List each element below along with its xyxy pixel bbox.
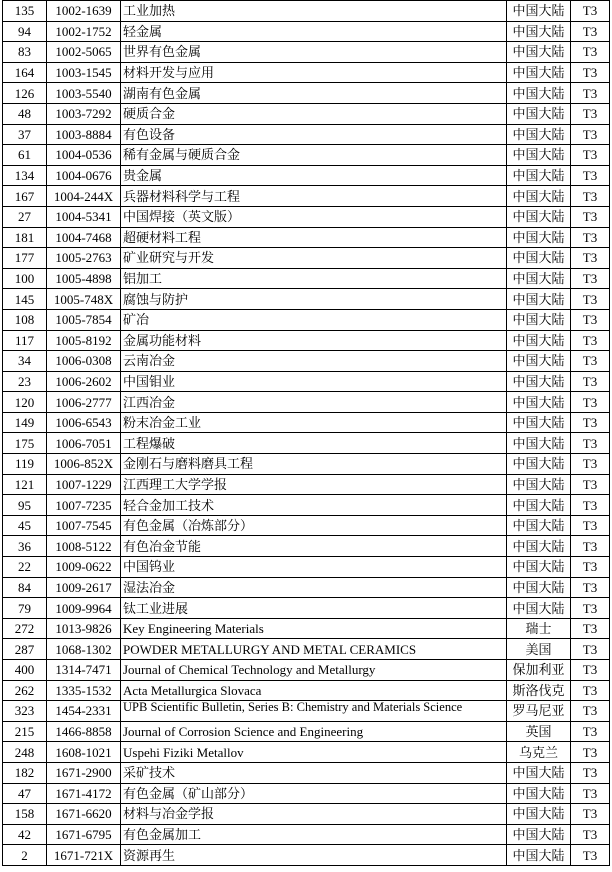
table-row [3,62,610,83]
rank-cell: 182 [3,762,47,783]
tier-cell: T3 [571,412,610,433]
tier-cell: T3 [571,62,610,83]
tier-cell: T3 [571,248,610,269]
journal-table-body [3,1,610,866]
region-cell: 中国大陆 [507,804,571,825]
table-row [3,42,610,63]
journal-name-cell: 江西冶金 [121,392,507,413]
rank-cell: 119 [3,454,47,475]
tier-cell: T3 [571,83,610,104]
issn-cell: 1006-7051 [47,433,121,454]
table-row [3,845,610,866]
region-cell: 中国大陆 [507,557,571,578]
rank-cell: 94 [3,21,47,42]
rank-cell: 36 [3,536,47,557]
rank-cell: 248 [3,742,47,763]
journal-name-cell: 贵金属 [121,165,507,186]
issn-cell: 1006-6543 [47,412,121,433]
table-row [3,660,610,681]
rank-cell: 95 [3,495,47,516]
region-cell: 英国 [507,721,571,742]
journal-name-cell: 稀有金属与硬质合金 [121,145,507,166]
journal-name-cell: Uspehi Fiziki Metallov [121,742,507,763]
region-cell: 中国大陆 [507,433,571,454]
tier-cell: T3 [571,351,610,372]
table-row [3,392,610,413]
table-row [3,103,610,124]
rank-cell: 272 [3,618,47,639]
rank-cell: 47 [3,783,47,804]
journal-name-cell: 矿冶 [121,309,507,330]
issn-cell: 1007-7545 [47,515,121,536]
rank-cell: 45 [3,515,47,536]
issn-cell: 1466-8858 [47,721,121,742]
table-row [3,598,610,619]
rank-cell: 167 [3,186,47,207]
tier-cell: T3 [571,515,610,536]
tier-cell: T3 [571,804,610,825]
rank-cell: 2 [3,845,47,866]
issn-cell: 1003-7292 [47,103,121,124]
tier-cell: T3 [571,454,610,475]
issn-cell: 1007-7235 [47,495,121,516]
tier-cell: T3 [571,268,610,289]
journal-name-cell: 粉末冶金工业 [121,412,507,433]
issn-cell: 1314-7471 [47,660,121,681]
rank-cell: 126 [3,83,47,104]
journal-name-cell: 有色设备 [121,124,507,145]
issn-cell: 1007-1229 [47,474,121,495]
issn-cell: 1005-2763 [47,248,121,269]
tier-cell: T3 [571,660,610,681]
table-row [3,206,610,227]
table-row [3,268,610,289]
rank-cell: 134 [3,165,47,186]
region-cell: 中国大陆 [507,206,571,227]
journal-name-cell: Acta Metallurgica Slovaca [121,680,507,701]
table-row [3,186,610,207]
issn-cell: 1003-1545 [47,62,121,83]
tier-cell: T3 [571,536,610,557]
tier-cell: T3 [571,701,610,722]
table-row [3,824,610,845]
issn-cell: 1671-2900 [47,762,121,783]
table-row [3,762,610,783]
table-row [3,639,610,660]
table-row [3,289,610,310]
table-row [3,515,610,536]
table-row [3,1,610,22]
journal-name-cell: UPB Scientific Bulletin, Series B: Chemistry and Materials Science [121,701,507,722]
journal-name-cell: 湿法冶金 [121,577,507,598]
rank-cell: 42 [3,824,47,845]
rank-cell: 164 [3,62,47,83]
table-row [3,21,610,42]
issn-cell: 1006-2777 [47,392,121,413]
rank-cell: 61 [3,145,47,166]
journal-name-cell: 有色金属（冶炼部分） [121,515,507,536]
rank-cell: 37 [3,124,47,145]
journal-name-cell: 工业加热 [121,1,507,22]
journal-name-cell: 硬质合金 [121,103,507,124]
table-row [3,433,610,454]
region-cell: 中国大陆 [507,412,571,433]
issn-cell: 1004-5341 [47,206,121,227]
region-cell: 中国大陆 [507,83,571,104]
rank-cell: 108 [3,309,47,330]
tier-cell: T3 [571,721,610,742]
rank-cell: 23 [3,371,47,392]
journal-name-cell: 资源再生 [121,845,507,866]
table-row [3,701,610,722]
journal-name-cell: Key Engineering Materials [121,618,507,639]
issn-cell: 1009-9964 [47,598,121,619]
tier-cell: T3 [571,165,610,186]
issn-cell: 1006-852X [47,454,121,475]
issn-cell: 1008-5122 [47,536,121,557]
region-cell: 斯洛伐克 [507,680,571,701]
journal-name-cell: 有色金属加工 [121,824,507,845]
region-cell: 中国大陆 [507,598,571,619]
issn-cell: 1004-0676 [47,165,121,186]
journal-name-cell: 轻合金加工技术 [121,495,507,516]
tier-cell: T3 [571,289,610,310]
table-row [3,474,610,495]
rank-cell: 100 [3,268,47,289]
rank-cell: 158 [3,804,47,825]
issn-cell: 1608-1021 [47,742,121,763]
region-cell: 中国大陆 [507,42,571,63]
region-cell: 罗马尼亚 [507,701,571,722]
journal-name-cell: 中国焊接（英文版） [121,206,507,227]
table-row [3,783,610,804]
tier-cell: T3 [571,371,610,392]
issn-cell: 1671-6620 [47,804,121,825]
rank-cell: 400 [3,660,47,681]
journal-name-cell: 腐蚀与防护 [121,289,507,310]
tier-cell: T3 [571,330,610,351]
journal-name-cell: 矿业研究与开发 [121,248,507,269]
rank-cell: 323 [3,701,47,722]
issn-cell: 1002-1752 [47,21,121,42]
rank-cell: 34 [3,351,47,372]
issn-cell: 1004-7468 [47,227,121,248]
rank-cell: 27 [3,206,47,227]
rank-cell: 48 [3,103,47,124]
region-cell: 中国大陆 [507,186,571,207]
issn-cell: 1009-2617 [47,577,121,598]
table-row [3,309,610,330]
region-cell: 中国大陆 [507,577,571,598]
tier-cell: T3 [571,206,610,227]
region-cell: 中国大陆 [507,371,571,392]
rank-cell: 121 [3,474,47,495]
region-cell: 中国大陆 [507,495,571,516]
tier-cell: T3 [571,124,610,145]
issn-cell: 1005-4898 [47,268,121,289]
region-cell: 中国大陆 [507,474,571,495]
tier-cell: T3 [571,783,610,804]
tier-cell: T3 [571,618,610,639]
tier-cell: T3 [571,392,610,413]
region-cell: 中国大陆 [507,268,571,289]
region-cell: 瑞士 [507,618,571,639]
region-cell: 乌克兰 [507,742,571,763]
journal-name-cell: 采矿技术 [121,762,507,783]
table-row [3,227,610,248]
issn-cell: 1671-721X [47,845,121,866]
rank-cell: 83 [3,42,47,63]
issn-cell: 1004-244X [47,186,121,207]
issn-cell: 1671-6795 [47,824,121,845]
region-cell: 美国 [507,639,571,660]
region-cell: 中国大陆 [507,762,571,783]
issn-cell: 1013-9826 [47,618,121,639]
table-row [3,804,610,825]
issn-cell: 1006-2602 [47,371,121,392]
region-cell: 中国大陆 [507,62,571,83]
region-cell: 中国大陆 [507,351,571,372]
journal-name-cell: 铝加工 [121,268,507,289]
table-row [3,165,610,186]
issn-cell: 1335-1532 [47,680,121,701]
rank-cell: 120 [3,392,47,413]
region-cell: 中国大陆 [507,124,571,145]
tier-cell: T3 [571,495,610,516]
issn-cell: 1002-5065 [47,42,121,63]
journal-name-cell: 轻金属 [121,21,507,42]
journal-name-cell: Journal of Corrosion Science and Engineering [121,721,507,742]
rank-cell: 145 [3,289,47,310]
issn-cell: 1005-748X [47,289,121,310]
region-cell: 中国大陆 [507,392,571,413]
table-row [3,330,610,351]
region-cell: 中国大陆 [507,248,571,269]
tier-cell: T3 [571,227,610,248]
journal-name-cell: 兵器材料科学与工程 [121,186,507,207]
region-cell: 中国大陆 [507,1,571,22]
rank-cell: 287 [3,639,47,660]
journal-name-cell: 世界有色金属 [121,42,507,63]
rank-cell: 135 [3,1,47,22]
tier-cell: T3 [571,145,610,166]
tier-cell: T3 [571,103,610,124]
journal-name-cell: 金属功能材料 [121,330,507,351]
tier-cell: T3 [571,309,610,330]
table-row [3,536,610,557]
journal-name-cell: 超硬材料工程 [121,227,507,248]
issn-cell: 1006-0308 [47,351,121,372]
region-cell: 保加利亚 [507,660,571,681]
table-row [3,495,610,516]
tier-cell: T3 [571,557,610,578]
issn-cell: 1002-1639 [47,1,121,22]
table-row [3,351,610,372]
rank-cell: 117 [3,330,47,351]
rank-cell: 181 [3,227,47,248]
table-row [3,721,610,742]
journal-name-cell: 材料与冶金学报 [121,804,507,825]
table-row [3,454,610,475]
table-row [3,557,610,578]
rank-cell: 177 [3,248,47,269]
table-row [3,618,610,639]
issn-cell: 1454-2331 [47,701,121,722]
journal-name-cell: Journal of Chemical Technology and Metallurgy [121,660,507,681]
journal-name-cell: 有色金属（矿山部分） [121,783,507,804]
rank-cell: 84 [3,577,47,598]
table-row [3,145,610,166]
journal-name-cell: 有色冶金节能 [121,536,507,557]
issn-cell: 1004-0536 [47,145,121,166]
rank-cell: 22 [3,557,47,578]
tier-cell: T3 [571,639,610,660]
table-row [3,577,610,598]
table-row [3,83,610,104]
region-cell: 中国大陆 [507,454,571,475]
journal-name-cell: 工程爆破 [121,433,507,454]
tier-cell: T3 [571,433,610,454]
tier-cell: T3 [571,21,610,42]
tier-cell: T3 [571,474,610,495]
issn-cell: 1005-7854 [47,309,121,330]
issn-cell: 1003-8884 [47,124,121,145]
journal-table [2,0,610,866]
journal-name-cell: 湖南有色金属 [121,83,507,104]
rank-cell: 79 [3,598,47,619]
region-cell: 中国大陆 [507,515,571,536]
region-cell: 中国大陆 [507,330,571,351]
table-row [3,124,610,145]
journal-name-cell: POWDER METALLURGY AND METAL CERAMICS [121,639,507,660]
table-row [3,680,610,701]
tier-cell: T3 [571,742,610,763]
journal-name-cell: 江西理工大学学报 [121,474,507,495]
tier-cell: T3 [571,42,610,63]
rank-cell: 215 [3,721,47,742]
table-row [3,742,610,763]
tier-cell: T3 [571,845,610,866]
region-cell: 中国大陆 [507,536,571,557]
journal-name-cell: 钛工业进展 [121,598,507,619]
table-row [3,248,610,269]
region-cell: 中国大陆 [507,309,571,330]
journal-name-cell: 材料开发与应用 [121,62,507,83]
issn-cell: 1671-4172 [47,783,121,804]
region-cell: 中国大陆 [507,824,571,845]
journal-name-cell: 中国钼业 [121,371,507,392]
rank-cell: 149 [3,412,47,433]
journal-name-cell: 中国钨业 [121,557,507,578]
issn-cell: 1009-0622 [47,557,121,578]
issn-cell: 1003-5540 [47,83,121,104]
region-cell: 中国大陆 [507,145,571,166]
region-cell: 中国大陆 [507,165,571,186]
tier-cell: T3 [571,598,610,619]
region-cell: 中国大陆 [507,845,571,866]
region-cell: 中国大陆 [507,289,571,310]
region-cell: 中国大陆 [507,227,571,248]
tier-cell: T3 [571,680,610,701]
table-row [3,412,610,433]
region-cell: 中国大陆 [507,783,571,804]
issn-cell: 1068-1302 [47,639,121,660]
region-cell: 中国大陆 [507,103,571,124]
region-cell: 中国大陆 [507,21,571,42]
tier-cell: T3 [571,186,610,207]
tier-cell: T3 [571,824,610,845]
rank-cell: 175 [3,433,47,454]
issn-cell: 1005-8192 [47,330,121,351]
journal-name-cell: 云南冶金 [121,351,507,372]
tier-cell: T3 [571,1,610,22]
rank-cell: 262 [3,680,47,701]
table-row [3,371,610,392]
tier-cell: T3 [571,577,610,598]
journal-name-cell: 金刚石与磨料磨具工程 [121,454,507,475]
tier-cell: T3 [571,762,610,783]
